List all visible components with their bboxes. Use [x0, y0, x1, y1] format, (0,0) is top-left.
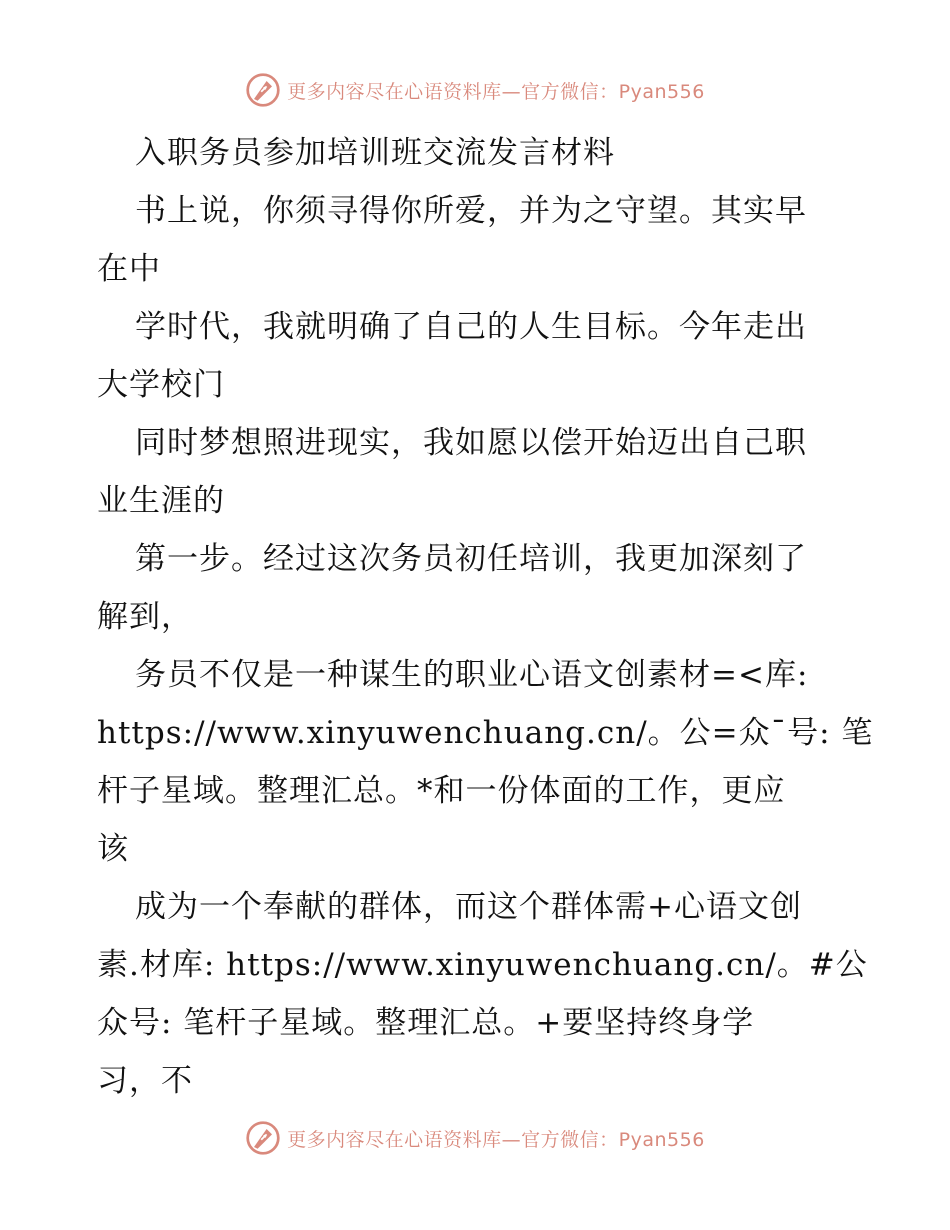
paragraph-line: 众号: 笔杆子星域。整理汇总。+要坚持终身学 [97, 1005, 755, 1041]
document-body [97, 124, 874, 1110]
footer-banner-text: 更多内容尽在心语资料库—官方微信：Pyan556 [287, 1128, 705, 1151]
paragraph-line: 务员不仅是一种谋生的职业心语文创素材=<库: [135, 657, 809, 693]
paragraph-line: 杆子星域。整理汇总。*和一份体面的工作，更应 [97, 773, 786, 809]
header-banner [0, 70, 950, 110]
paragraph-line: 解到， [97, 599, 193, 635]
fountain-pen-logo-icon [245, 72, 281, 108]
paragraph-line: 学时代，我就明确了自己的人生目标。今年走出 [135, 309, 807, 345]
paragraph-line: 书上说，你须寻得你所爱，并为之守望。其实早 [135, 193, 807, 229]
paragraph-line: 该 [97, 831, 129, 867]
fountain-pen-logo-icon [245, 1120, 281, 1156]
paragraph-line: https://www.xinyuwenchuang.cn/。公=众¯号: 笔 [97, 715, 874, 751]
header-banner-text: 更多内容尽在心语资料库—官方微信：Pyan556 [287, 80, 705, 103]
paragraph-line: 第一步。经过这次务员初任培训，我更加深刻了 [135, 541, 807, 577]
paragraph-line: 同时梦想照进现实，我如愿以偿开始迈出自己职 [135, 425, 807, 461]
paragraph-line: 成为一个奉献的群体，而这个群体需+心语文创 [135, 889, 802, 925]
document-title: 入职务员参加培训班交流发言材料 [135, 135, 615, 171]
paragraph-line: 习，不 [97, 1063, 193, 1099]
paragraph-line: 业生涯的 [97, 483, 225, 519]
paragraph-line: 在中 [97, 251, 161, 287]
footer-banner [0, 1118, 950, 1158]
paragraph-line: 大学校门 [97, 367, 225, 403]
paragraph-line: 素.材库: https://www.xinyuwenchuang.cn/。#公 [97, 947, 868, 983]
